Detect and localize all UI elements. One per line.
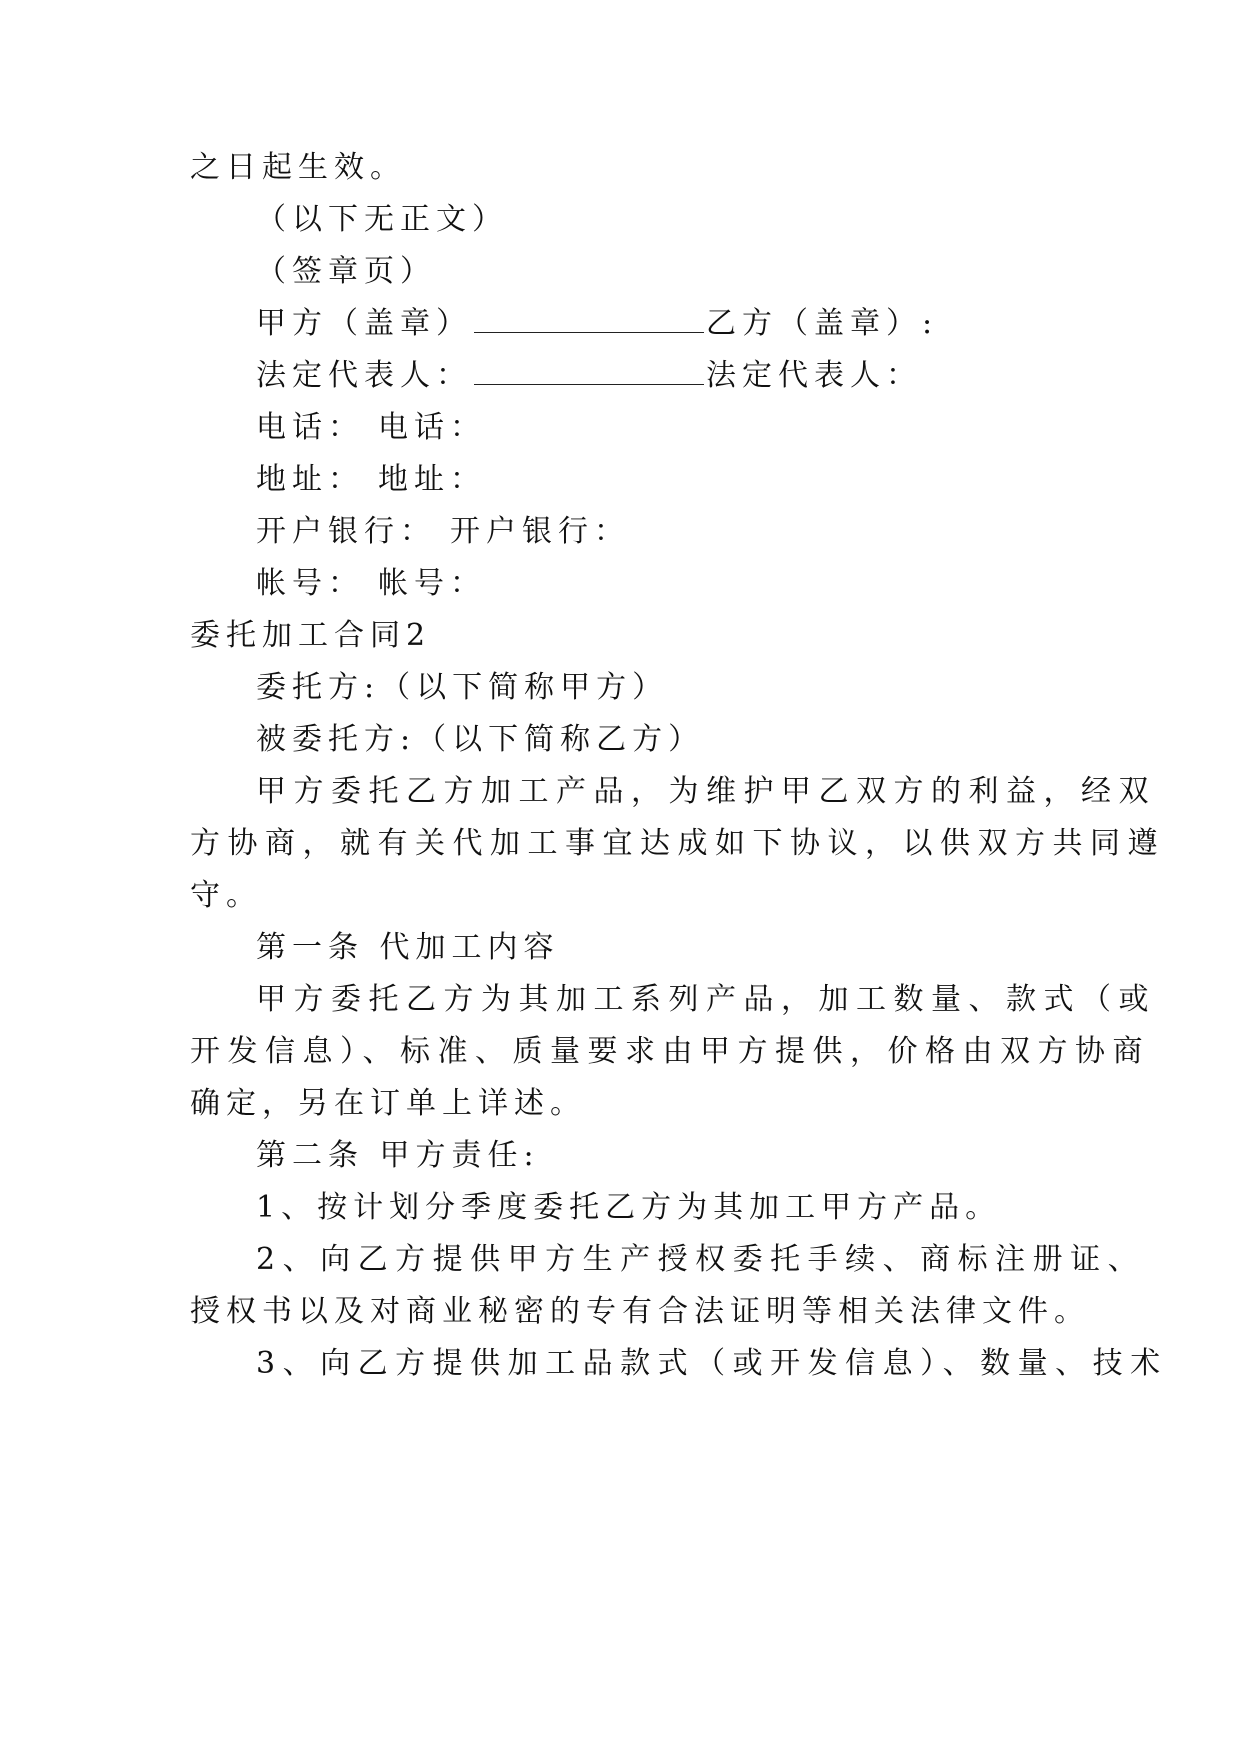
legal-rep-a-label: 法定代表人： <box>256 358 472 393</box>
intro-line-3: 守。 <box>190 878 262 913</box>
phone-b-label: 电话： <box>378 410 486 445</box>
signature-row-account <box>256 564 486 604</box>
intro-line-1: 甲方委托乙方加工产品，为维护甲乙双方的利益，经双 <box>256 774 1156 809</box>
article-1-line-1: 甲方委托乙方为其加工系列产品，加工数量、款式（或 <box>256 982 1156 1017</box>
signature-row-bank <box>256 512 630 552</box>
bank-b-label: 开户银行： <box>450 514 630 549</box>
text-line-effective: 之日起生效。 <box>190 150 406 185</box>
party-a-seal-label: 甲方（盖章） <box>256 306 472 341</box>
party-a-seal-blank <box>474 304 704 333</box>
article-1-title: 第一条 代加工内容 <box>256 930 560 965</box>
article-2-item-1: 1、按计划分季度委托乙方为其加工甲方产品。 <box>256 1190 1002 1225</box>
party-b-seal-label: 乙方（盖章）: <box>706 306 939 341</box>
address-b-label: 地址： <box>378 462 486 497</box>
article-2-item-2-line-2: 授权书以及对商业秘密的专有合法证明等相关法律文件。 <box>190 1294 1090 1329</box>
article-1-line-2: 开发信息）、标准、质量要求由甲方提供，价格由双方协商 <box>190 1034 1150 1069</box>
text-line-no-text: （以下无正文） <box>256 202 508 237</box>
signature-row-address <box>256 460 486 500</box>
article-2-item-2-line-1: 2、向乙方提供甲方生产授权委托手续、商标注册证、 <box>256 1242 1146 1277</box>
text-line-contractor: 被委托方:（以下简称乙方） <box>256 722 705 757</box>
text-line-client: 委托方:（以下简称甲方） <box>256 670 669 705</box>
phone-a-label: 电话： <box>256 410 364 445</box>
signature-row-seal <box>256 304 938 344</box>
legal-rep-b-label: 法定代表人： <box>706 358 922 393</box>
article-2-title: 第二条 甲方责任: <box>256 1138 540 1173</box>
address-a-label: 地址： <box>256 462 364 497</box>
account-b-label: 帐号： <box>378 566 486 601</box>
account-a-label: 帐号： <box>256 566 364 601</box>
text-line-signature-page: （签章页） <box>256 254 436 289</box>
contract-title: 委托加工合同2 <box>190 618 432 653</box>
signature-row-phone <box>256 408 486 448</box>
bank-a-label: 开户银行： <box>256 514 436 549</box>
article-1-line-3: 确定，另在订单上详述。 <box>190 1086 586 1121</box>
article-2-item-3-line-1: 3、向乙方提供加工品款式（或开发信息）、数量、技术 <box>256 1346 1168 1381</box>
signature-row-legal-rep <box>256 356 922 396</box>
legal-rep-a-blank <box>474 356 704 385</box>
intro-line-2: 方协商，就有关代加工事宜达成如下协议，以供双方共同遵 <box>190 826 1165 861</box>
